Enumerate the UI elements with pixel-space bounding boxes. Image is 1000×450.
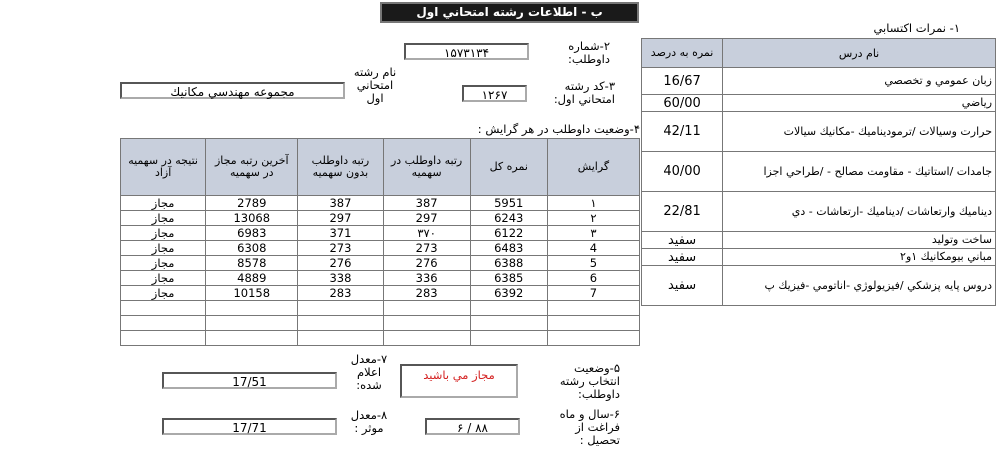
ranking-row	[121, 271, 640, 286]
grades-col-course: نام درس	[723, 39, 996, 68]
ranking-row	[121, 211, 640, 226]
ranking-cell: 4	[547, 241, 639, 256]
ranking-cell: 283	[383, 286, 470, 301]
grade-row	[642, 266, 996, 306]
effective-gpa-field: 17/71	[162, 418, 337, 435]
ranking-cell: 276	[298, 256, 383, 271]
grade-pct: 60/00	[642, 95, 723, 112]
grades-table	[641, 38, 996, 306]
ranking-cell: ۲	[547, 211, 639, 226]
section-title: ب - اطلاعات رشته امتحاني اول	[380, 2, 639, 23]
ranking-cell: 6243	[470, 211, 547, 226]
ranking-cell: 6122	[470, 226, 547, 241]
ranking-cell	[470, 331, 547, 346]
ranking-cell	[121, 331, 206, 346]
ranking-cell	[547, 316, 639, 331]
grade-row	[642, 192, 996, 232]
grades-col-pct: نمره به درصد	[642, 39, 723, 68]
ranking-cell: 6483	[470, 241, 547, 256]
ranking-row	[121, 256, 640, 271]
ranking-header: رتبه داوطلب در سهميه	[383, 139, 470, 196]
ranking-cell: 8578	[206, 256, 298, 271]
ranking-cell: ۱	[547, 196, 639, 211]
ranking-cell	[298, 331, 383, 346]
ranking-cell: 387	[383, 196, 470, 211]
field-code-label: ۳-كد رشته امتحاني اول:	[553, 79, 615, 106]
graduation-label: ۶-سال و ماه فراغت از تحصيل :	[559, 407, 620, 447]
ranking-cell: 6392	[470, 286, 547, 301]
ranking-row	[121, 196, 640, 211]
ranking-cell: 276	[383, 256, 470, 271]
ranking-cell	[298, 316, 383, 331]
grade-pct: سفيد	[642, 266, 723, 306]
selection-status-value: مجاز مي باشيد	[423, 368, 495, 382]
grade-pct: 40/00	[642, 152, 723, 192]
ranking-header: نتيجه در سهميه آزاد	[121, 139, 206, 196]
ranking-cell: 4889	[206, 271, 298, 286]
ranking-cell: 6388	[470, 256, 547, 271]
ranking-cell	[121, 316, 206, 331]
ranking-cell: 6	[547, 271, 639, 286]
ranking-header: آخرين رتبه مجاز در سهميه	[206, 139, 298, 196]
ranking-cell: 7	[547, 286, 639, 301]
grade-course: دروس پايه پزشكي /فيزيولوژي -اناتومي -فيزيك پ	[723, 266, 996, 306]
grade-pct: سفيد	[642, 249, 723, 266]
ranking-cell: مجاز	[121, 286, 206, 301]
ranking-cell	[547, 331, 639, 346]
ranking-cell: ۳	[547, 226, 639, 241]
ranking-cell: مجاز	[121, 241, 206, 256]
selection-status-field	[400, 364, 518, 398]
grade-course: رياضي	[723, 95, 996, 112]
ranking-cell	[206, 301, 298, 316]
grade-course: جامدات /استاتيك - مقاومت مصالح - /طراحي اجزا	[723, 152, 996, 192]
ranking-cell: 10158	[206, 286, 298, 301]
ranking-header: گرايش	[547, 139, 639, 196]
ranking-cell	[206, 316, 298, 331]
grade-course: ديناميك وارتعاشات /ديناميك -ارتعاشات - دي	[723, 192, 996, 232]
grade-course: زبان عمومي و تخصصي	[723, 68, 996, 95]
field-name-field: مجموعه مهندسي مكانيك	[120, 82, 345, 99]
ranking-row	[121, 286, 640, 301]
ranking-table	[120, 138, 640, 346]
ranking-cell	[383, 316, 470, 331]
candidate-number-label: ۲-شماره داوطلب:	[568, 39, 610, 66]
ranking-row	[121, 331, 640, 346]
ranking-cell: 6385	[470, 271, 547, 286]
grade-row	[642, 68, 996, 95]
selection-status-label: ۵-وضعيت انتخاب رشته داوطلب:	[559, 361, 620, 401]
ranking-cell: 6308	[206, 241, 298, 256]
ranking-cell: 387	[298, 196, 383, 211]
field-name-label: نام رشته امتحاني اول	[353, 65, 397, 105]
grade-row	[642, 249, 996, 266]
ranking-cell: ۳۷۰	[383, 226, 470, 241]
grade-row	[642, 112, 996, 152]
grade-row	[642, 95, 996, 112]
effective-gpa-label: ۸-معدل موثر :	[350, 408, 388, 435]
ranking-row	[121, 301, 640, 316]
ranking-header: رتبه داوطلب بدون سهميه	[298, 139, 383, 196]
ranking-cell: مجاز	[121, 196, 206, 211]
ranking-cell	[547, 301, 639, 316]
candidate-number-field: ۱۵۷۳۱۳۴	[404, 43, 529, 60]
ranking-cell: مجاز	[121, 226, 206, 241]
ranking-cell: مجاز	[121, 271, 206, 286]
ranking-cell: 336	[383, 271, 470, 286]
graduation-field: ۶ / ۸۸	[425, 418, 520, 435]
ranking-cell: 297	[298, 211, 383, 226]
ranking-cell: مجاز	[121, 256, 206, 271]
ranking-cell	[206, 331, 298, 346]
grade-row	[642, 232, 996, 249]
ranking-cell	[298, 301, 383, 316]
grade-course: مباني بيومكانيك ۱و۲	[723, 249, 996, 266]
ranking-cell	[470, 316, 547, 331]
ranking-cell: 273	[383, 241, 470, 256]
grade-course: ساخت وتوليد	[723, 232, 996, 249]
ranking-cell: 5	[547, 256, 639, 271]
announced-gpa-label: ۷-معدل اعلام شده:	[350, 352, 388, 392]
ranking-cell: 371	[298, 226, 383, 241]
grade-pct: 42/11	[642, 112, 723, 152]
ranking-cell: مجاز	[121, 211, 206, 226]
grade-pct: 22/81	[642, 192, 723, 232]
ranking-heading: ۴-وضعيت داوطلب در هر گرايش :	[477, 122, 640, 136]
grade-course: حرارت وسيالات /ترموديناميك -مكانيك سيالات	[723, 112, 996, 152]
ranking-cell: 2789	[206, 196, 298, 211]
ranking-row	[121, 241, 640, 256]
field-code-field: ۱۲۶۷	[462, 85, 527, 102]
ranking-cell: 5951	[470, 196, 547, 211]
ranking-cell	[121, 301, 206, 316]
ranking-cell	[383, 301, 470, 316]
grades-heading: ۱- نمرات اكتسابي	[873, 21, 960, 35]
ranking-header: نمره كل	[470, 139, 547, 196]
ranking-cell	[470, 301, 547, 316]
ranking-row	[121, 226, 640, 241]
grade-row	[642, 152, 996, 192]
grade-pct: سفيد	[642, 232, 723, 249]
ranking-cell: 338	[298, 271, 383, 286]
ranking-cell	[383, 331, 470, 346]
ranking-cell: 6983	[206, 226, 298, 241]
ranking-cell: 273	[298, 241, 383, 256]
grade-pct: 16/67	[642, 68, 723, 95]
ranking-cell: 297	[383, 211, 470, 226]
announced-gpa-field: 17/51	[162, 372, 337, 389]
ranking-cell: 13068	[206, 211, 298, 226]
ranking-row	[121, 316, 640, 331]
ranking-cell: 283	[298, 286, 383, 301]
